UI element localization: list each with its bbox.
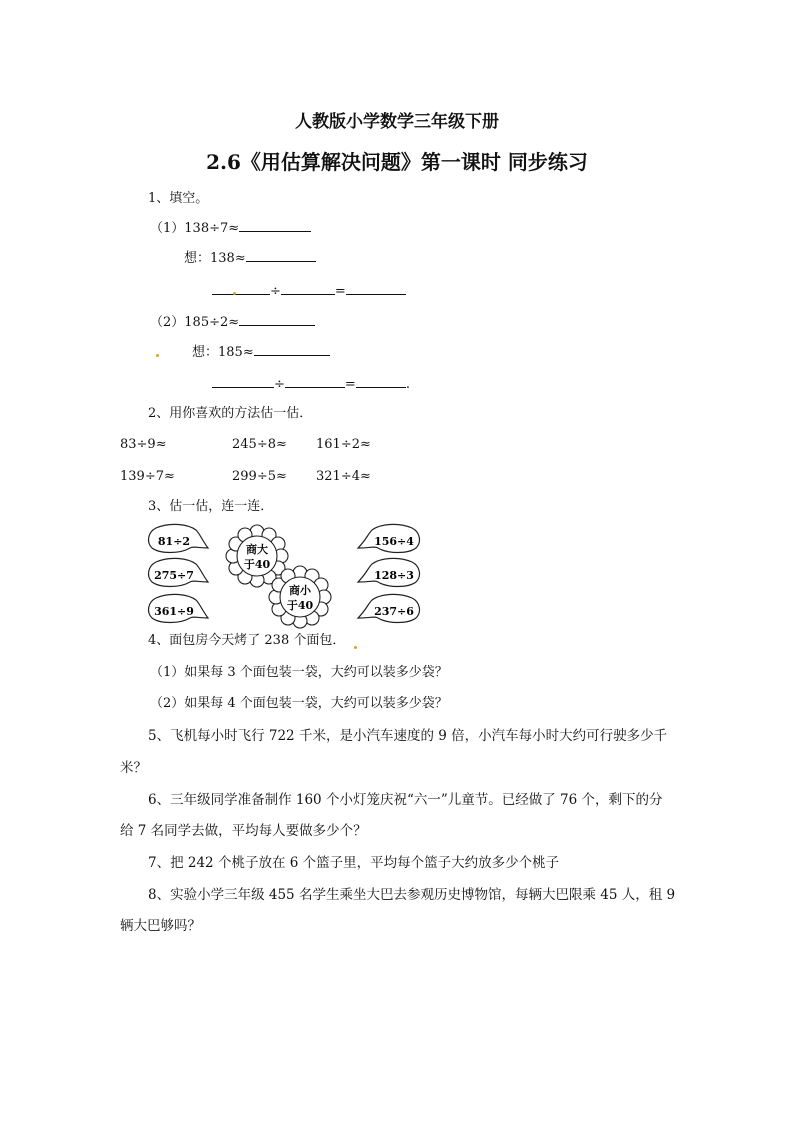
answer-blank[interactable] bbox=[356, 375, 406, 388]
leaf-label: 128÷3 bbox=[374, 569, 414, 582]
q5-line2: 米？ bbox=[120, 760, 147, 776]
leaf-card[interactable] bbox=[358, 524, 419, 552]
divide-sign: ÷ bbox=[274, 377, 285, 392]
q4-heading: 4、面包房今天烤了 238 个面包． bbox=[148, 633, 346, 648]
q4-sub2: （2）如果每 4 个面包装一袋，大约可以装多少袋？ bbox=[150, 696, 448, 711]
q2-item: 161÷2≈ bbox=[316, 437, 371, 452]
q1-part2-row bbox=[150, 313, 315, 332]
q2-item: 245÷8≈ bbox=[232, 437, 287, 452]
q6-line1: 6、三年级同学准备制作 160 个小灯笼庆祝“六一”儿童节。已经做了 76 个，剩下的分 bbox=[148, 792, 663, 808]
page-subtitle: 2.6《用估算解决问题》第一课时 同步练习 bbox=[206, 150, 588, 174]
q6-line2: 给 7 名同学去做，平均每人要做多少个？ bbox=[120, 823, 367, 839]
leaf-label: 156÷4 bbox=[374, 535, 414, 548]
divide-sign: ÷ bbox=[270, 284, 281, 299]
leaf-card[interactable] bbox=[358, 594, 419, 622]
q1-part1-label: （1）138÷7≈ bbox=[150, 221, 240, 236]
leaf-card[interactable] bbox=[149, 524, 208, 552]
page-title: 人教版小学数学三年级下册 bbox=[295, 112, 499, 132]
leaf-card[interactable] bbox=[149, 594, 208, 622]
stray-dot bbox=[354, 646, 357, 649]
flower-label-top: 商大 bbox=[246, 543, 268, 556]
q4-sub1: （1）如果每 3 个面包装一袋，大约可以装多少袋？ bbox=[150, 665, 448, 680]
stray-dot bbox=[233, 292, 236, 295]
equals-sign: = bbox=[344, 377, 356, 392]
q1-part2-think-row bbox=[192, 343, 330, 362]
leaf-label: 361÷9 bbox=[154, 605, 194, 618]
end-period: . bbox=[405, 377, 410, 392]
q5-line1: 5、飞机每小时飞行 722 千米，是小汽车速度的 9 倍，小汽车每小时大约可行驶多少千 bbox=[148, 728, 668, 744]
leaf-card[interactable] bbox=[149, 558, 208, 586]
q2-item: 139÷7≈ bbox=[120, 469, 175, 484]
flower-label-bottom: 于40 bbox=[243, 558, 271, 571]
leaf-label: 81÷2 bbox=[157, 535, 191, 548]
q1-part2-label: （2）185÷2≈ bbox=[150, 315, 240, 330]
answer-blank[interactable] bbox=[212, 375, 274, 388]
answer-blank[interactable] bbox=[239, 219, 311, 232]
q2-item: 83÷9≈ bbox=[120, 437, 167, 452]
q8-line2: 辆大巴够吗？ bbox=[120, 918, 201, 934]
flower-label-bottom: 于40 bbox=[286, 599, 314, 612]
leaf-label: 237÷6 bbox=[374, 605, 414, 618]
equals-sign: = bbox=[334, 284, 346, 299]
answer-blank[interactable] bbox=[281, 282, 335, 295]
q1-heading: 1、填空。 bbox=[148, 191, 209, 206]
q1-part1-calc-row bbox=[212, 282, 406, 301]
leaf-card[interactable] bbox=[358, 558, 419, 586]
flower-label-top: 商小 bbox=[289, 584, 311, 597]
q1-part2-calc-row bbox=[212, 375, 410, 394]
leaf-label: 275÷7 bbox=[154, 569, 194, 582]
q8-line1: 8、实验小学三年级 455 名学生乘坐大巴去参观历史博物馆，每辆大巴限乘 45 人，租 9 bbox=[148, 887, 676, 903]
q3-heading: 3、估一估，连一连． bbox=[148, 499, 274, 514]
answer-blank[interactable] bbox=[346, 282, 406, 295]
stray-dot bbox=[156, 354, 159, 357]
q1-part1-row bbox=[150, 219, 311, 238]
q2-item: 321÷4≈ bbox=[316, 469, 371, 484]
q1-part2-think: 想：185≈ bbox=[192, 345, 254, 360]
q2-heading: 2、用你喜欢的方法估一估． bbox=[148, 406, 313, 421]
q2-item: 299÷5≈ bbox=[232, 469, 287, 484]
answer-blank[interactable] bbox=[285, 375, 345, 388]
q1-part1-think: 想：138≈ bbox=[184, 251, 246, 266]
matching-figure bbox=[140, 520, 430, 630]
answer-blank[interactable] bbox=[239, 313, 315, 326]
q1-part1-think-row bbox=[184, 249, 316, 268]
answer-blank[interactable] bbox=[246, 249, 316, 262]
q7-line1: 7、把 242 个桃子放在 6 个篮子里，平均每个篮子大约放多少个桃子 bbox=[148, 855, 560, 871]
answer-blank[interactable] bbox=[212, 282, 270, 295]
answer-blank[interactable] bbox=[254, 343, 330, 356]
